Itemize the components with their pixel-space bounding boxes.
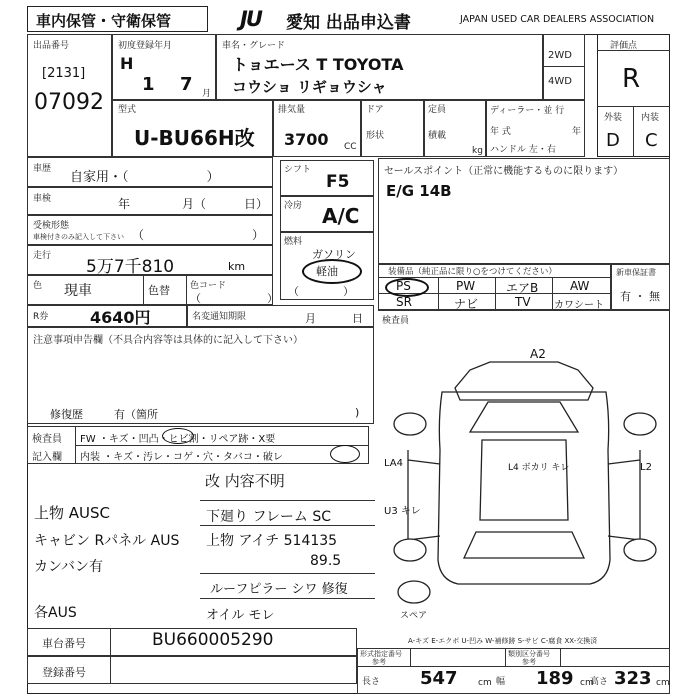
diagram-hood	[470, 402, 578, 432]
receipt-label: 受検形態	[33, 221, 70, 231]
shape-label: 形状	[366, 131, 385, 141]
car-name-line1: トョエース T TOYOTA	[232, 55, 404, 74]
width-unit: cm	[580, 678, 594, 688]
logo	[236, 7, 286, 33]
seats-label: 定員	[428, 105, 447, 115]
dealer-year-unit: 年	[572, 127, 582, 137]
drive-box	[543, 34, 585, 100]
lot-number: 07092	[34, 90, 104, 115]
registration-year: 1	[142, 74, 155, 95]
mileage-unit: km	[228, 260, 246, 273]
storage-title: 車内保管・守衛保管	[36, 12, 172, 30]
diagram-body-outline	[438, 392, 610, 584]
note-line-2: 下廻り フレーム SC	[206, 509, 332, 525]
car-name-label: 車名・グレード	[222, 41, 286, 51]
mark-l4: L4 ボカリ キレ	[508, 463, 570, 473]
registration-month: 7	[180, 74, 193, 95]
model-label: 型式	[118, 105, 137, 115]
caution-label: 注意事項申告欄（不具合内容等は具体的に記入して下さい）	[33, 335, 303, 346]
equip-airbag: エアB	[506, 281, 539, 295]
length-label: 長さ	[362, 677, 381, 687]
grade-ext-label: 外装	[604, 113, 623, 123]
capacity-label: 積載	[428, 131, 447, 141]
note-line-7: ルーフピラー シワ 修復	[210, 582, 348, 597]
reg-number-label: 登録番号	[42, 666, 86, 679]
warranty-opt: 有 ・ 無	[620, 290, 660, 303]
wheel-rear-left	[394, 539, 426, 561]
color-code-label: 色コード	[190, 281, 227, 291]
repair-close-paren: )	[355, 406, 360, 419]
note-line-4: 上物 アイチ 514135	[206, 533, 338, 549]
inspector-label: 検査員	[382, 316, 410, 326]
displacement-value: 3700	[284, 130, 329, 149]
checks-label2: 記入欄	[32, 452, 62, 463]
grade-int: C	[645, 130, 658, 151]
wheel-spare	[398, 581, 430, 603]
model-value: U-BU66H改	[134, 126, 255, 150]
mark-la4: LA4	[384, 458, 404, 469]
height-value: 323	[614, 668, 652, 689]
registration-label: 初度登録年月	[118, 41, 173, 51]
grade-int-label: 内装	[641, 113, 660, 123]
length-unit: cm	[478, 678, 492, 688]
displacement-unit: CC	[344, 142, 357, 152]
note-line-0: 改 内容不明	[205, 472, 285, 490]
wheel-front-left	[394, 413, 426, 435]
equip-sr: SR	[396, 295, 412, 309]
storage-title-box	[27, 6, 208, 32]
note-line-3: キャビン Rパネル AUS	[34, 533, 180, 549]
mileage-label: 走行	[33, 251, 52, 261]
logo-text: JU	[240, 7, 261, 31]
fuel-label: 燃料	[284, 237, 303, 247]
association-en: JAPAN USED CAR DEALERS ASSOCIATION	[460, 14, 655, 25]
recycle-value: 4640円	[90, 308, 151, 327]
wheel-rear-right	[624, 539, 656, 561]
diagram-rear	[464, 532, 584, 558]
capacity-unit: kg	[472, 146, 483, 156]
checks-label1: 検査員	[32, 434, 62, 445]
receipt-paren: （ ）	[132, 228, 265, 242]
note-line-1: 上物 AUSC	[34, 504, 111, 522]
spare-label: スペア	[400, 611, 428, 620]
equip-leather: カワシート	[554, 300, 604, 311]
car-name-line2: コウショ リギョウシャ	[232, 78, 387, 96]
checks-circle-2	[330, 445, 360, 463]
note-line-5: カンバン有	[34, 559, 104, 575]
drive-4wd: 4WD	[548, 76, 572, 87]
mark-a2: A2	[530, 347, 546, 361]
height-unit: cm	[656, 678, 670, 688]
ac-value: A/C	[322, 204, 360, 228]
warranty-label: 新車保証書	[616, 268, 656, 277]
color-code-paren: （ ）	[190, 292, 278, 305]
notice-month: 月	[305, 312, 316, 325]
equip-pw: PW	[456, 279, 476, 293]
equipment-label: 装備品（純正品に限り○をつけてください）	[388, 267, 557, 277]
repair-value: 有（箇所	[114, 408, 158, 421]
car-diagram	[378, 340, 670, 620]
checks-row1: FW ・キズ・凹凸・ヒビ割・リペア跡・X要	[80, 434, 276, 445]
diagram-roof	[480, 440, 568, 520]
cert-ref: 参考	[372, 658, 386, 666]
width-label: 幅	[496, 677, 506, 687]
grade-score: R	[622, 64, 641, 94]
equip-navi: ナビ	[454, 297, 479, 311]
repair-label: 修復歴	[50, 408, 83, 421]
lot-label: 出品番号	[33, 41, 70, 51]
dealer-handle: ハンドル 左・右	[490, 145, 556, 155]
equip-aw: AW	[570, 279, 590, 293]
inspection-year: 年	[118, 197, 131, 211]
color-body: 現車	[64, 283, 92, 299]
shift-label: シフト	[284, 165, 312, 175]
sales-point-label: セールスポイント（正常に機能するものに限ります）	[384, 166, 624, 177]
inspection-day: 日）	[244, 197, 269, 211]
dealer-label: ディーラー・並 行	[490, 106, 565, 116]
height-label: 高さ	[590, 677, 609, 687]
fuel-gasoline: ガソリン	[312, 248, 356, 261]
receipt-note: 車検付きのみ記入して下さい	[33, 233, 124, 241]
notice-label: 名変通知期限	[192, 312, 247, 322]
inspection-month: 月（	[182, 197, 207, 211]
notice-day: 日	[352, 312, 363, 325]
inspection-label: 車検	[33, 194, 52, 204]
class-ref: 参考	[522, 658, 536, 666]
usage-value: 自家用・（ ）	[70, 170, 220, 185]
mark-u3: U3 キレ	[384, 506, 421, 517]
note-line-8: 各AUS	[34, 605, 77, 621]
fuel-paren: （ ）	[288, 285, 354, 298]
wheel-front-right	[624, 413, 656, 435]
width-value: 189	[536, 668, 574, 689]
registration-month-unit: 月	[202, 89, 212, 99]
inspection-box	[27, 187, 273, 215]
checks-row2: 内装 ・キズ・汚レ・コゲ・穴・タバコ・破レ	[80, 452, 283, 463]
lot-code: [2131]	[42, 66, 86, 81]
recycle-label: R券	[33, 312, 49, 322]
registration-era: H	[120, 54, 134, 73]
diagram-top-outline	[455, 362, 593, 400]
grade-label: 評価点	[610, 41, 638, 51]
color-change: 色替	[148, 284, 170, 297]
class-label: 類別区分番号	[508, 650, 550, 658]
dealer-year-label: 年 式	[490, 127, 511, 137]
shift-value: F5	[326, 172, 350, 192]
equip-ps: PS	[396, 279, 411, 293]
mileage-value: 5万7千810	[86, 257, 175, 277]
displacement-label: 排気量	[278, 105, 306, 115]
association-name: 愛知 出品申込書	[286, 13, 411, 33]
cert-label: 形式指定番号	[360, 650, 402, 658]
checks-circle-1	[162, 428, 194, 444]
note-line-6: 89.5	[310, 553, 342, 569]
length-value: 547	[420, 668, 458, 689]
sales-point-value: E/G 14B	[386, 182, 452, 200]
damage-legend: A-キズ E-エクボ U-凹み W-補修跡 S-サビ C-腐食 XX-交換済	[408, 637, 598, 645]
fuel-diesel: 軽油	[316, 265, 338, 278]
grade-ext: D	[606, 130, 620, 151]
drive-2wd: 2WD	[548, 50, 572, 61]
ac-label: 冷房	[284, 201, 303, 211]
chassis-value: BU660005290	[152, 630, 274, 650]
mark-l2: L2	[640, 462, 652, 473]
chassis-label: 車台番号	[42, 637, 86, 650]
note-line-9: オイル モレ	[206, 608, 275, 623]
usage-label: 車歴	[33, 164, 52, 174]
equip-tv: TV	[515, 295, 531, 309]
color-label: 色	[33, 281, 43, 291]
door-label: ドア	[366, 105, 384, 115]
